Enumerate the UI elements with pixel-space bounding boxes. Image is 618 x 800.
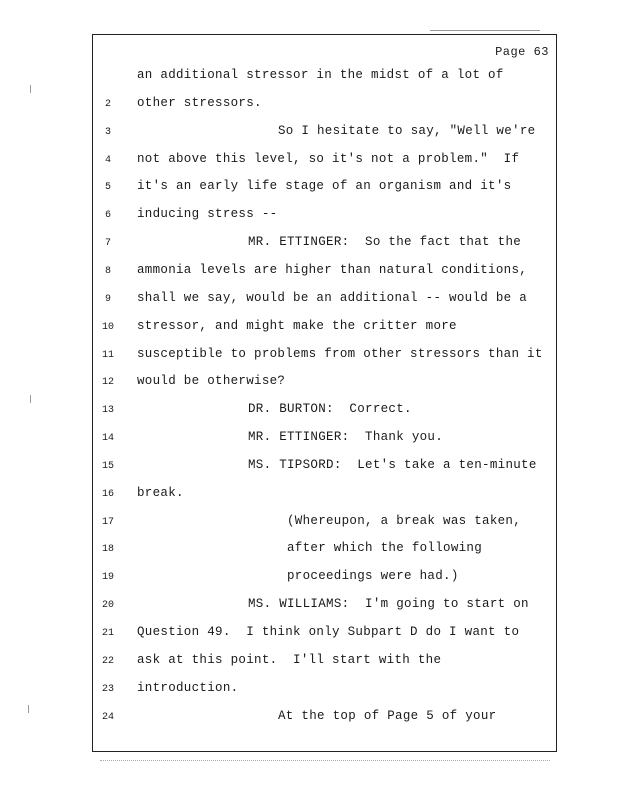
- line-text: MS. TIPSORD: Let's take a ten-minute: [248, 457, 537, 472]
- line-number: 5: [104, 182, 111, 194]
- line-number: 14: [101, 433, 114, 445]
- transcript-line: [0, 319, 618, 339]
- line-text: ammonia levels are higher than natural conditions,: [137, 262, 528, 277]
- line-number: 24: [101, 711, 114, 723]
- scan-speck: [30, 85, 34, 93]
- line-number: 20: [101, 600, 114, 612]
- line-text: inducing stress --: [137, 207, 278, 222]
- line-text: MR. ETTINGER: Thank you.: [248, 430, 444, 445]
- line-text: ask at this point. I'll start with the: [137, 652, 442, 667]
- line-text: DR. BURTON: Correct.: [248, 402, 412, 417]
- line-text: MR. ETTINGER: So the fact that the: [248, 235, 522, 250]
- line-number: 22: [101, 655, 114, 667]
- line-number: 18: [101, 544, 114, 556]
- transcript-line: [0, 569, 618, 589]
- line-number: 13: [101, 405, 114, 417]
- transcript-line: [0, 430, 618, 450]
- transcript-line: [0, 235, 618, 255]
- scan-speck: [28, 705, 32, 713]
- transcript-line: [0, 207, 618, 227]
- line-text: introduction.: [137, 680, 239, 695]
- line-text: shall we say, would be an additional -- would be a: [137, 290, 528, 305]
- line-number: 9: [104, 293, 111, 305]
- transcript-line: [0, 96, 618, 116]
- transcript-line: [0, 514, 618, 534]
- line-number: 8: [104, 265, 111, 277]
- line-number: 6: [104, 210, 111, 222]
- line-text: other stressors.: [137, 95, 262, 110]
- transcript-line: [0, 152, 618, 172]
- transcript-line: [0, 653, 618, 673]
- transcript-line: [0, 179, 618, 199]
- transcript-line: [0, 291, 618, 311]
- line-text: proceedings were had.): [287, 569, 459, 584]
- transcript-line: [0, 374, 618, 394]
- line-text: an additional stressor in the midst of a lot of: [137, 68, 504, 82]
- line-text: susceptible to problems from other stressors than it: [137, 346, 543, 361]
- scan-speck: [30, 395, 34, 403]
- line-number: 7: [104, 238, 111, 250]
- line-number: 23: [101, 683, 114, 695]
- line-number: 3: [104, 126, 111, 138]
- line-number: 11: [101, 349, 114, 361]
- scan-artifact-bottom: [100, 760, 550, 761]
- transcript-line: [0, 347, 618, 367]
- line-number: 15: [101, 460, 114, 472]
- page-number: Page 63: [495, 45, 549, 59]
- transcript-line: [0, 625, 618, 645]
- line-text: At the top of Page 5 of your: [278, 708, 497, 723]
- line-number: 21: [101, 628, 114, 639]
- line-text: would be otherwise?: [137, 374, 286, 389]
- line-text: (Whereupon, a break was taken,: [287, 513, 522, 528]
- line-number: 17: [101, 516, 114, 528]
- transcript-line: [0, 597, 618, 617]
- transcript-line: [0, 68, 618, 88]
- line-text: it's an early life stage of an organism and it's: [137, 179, 512, 194]
- scan-artifact-top: [430, 30, 540, 31]
- transcript-line: [0, 486, 618, 506]
- line-text: stressor, and might make the critter more: [137, 318, 457, 333]
- line-text: not above this level, so it's not a problem." If: [137, 151, 520, 166]
- line-text: So I hesitate to say, "Well we're: [278, 123, 536, 138]
- line-number: 4: [104, 154, 111, 166]
- transcript-line: [0, 709, 618, 729]
- line-text: after which the following: [287, 541, 483, 556]
- line-number: 19: [101, 572, 114, 584]
- line-number: 10: [101, 321, 114, 333]
- transcript-line: [0, 402, 618, 422]
- transcript-line: [0, 263, 618, 283]
- line-number: 12: [101, 377, 114, 389]
- transcript-line: [0, 458, 618, 478]
- line-text: Question 49. I think only Subpart D do I want to: [137, 625, 520, 639]
- line-number: 16: [101, 488, 114, 500]
- line-text: break.: [137, 485, 184, 500]
- transcript-line: [0, 541, 618, 561]
- line-number: 2: [104, 98, 111, 110]
- transcript-line: [0, 681, 618, 701]
- transcript-line: [0, 124, 618, 144]
- line-text: MS. WILLIAMS: I'm going to start on: [248, 597, 529, 612]
